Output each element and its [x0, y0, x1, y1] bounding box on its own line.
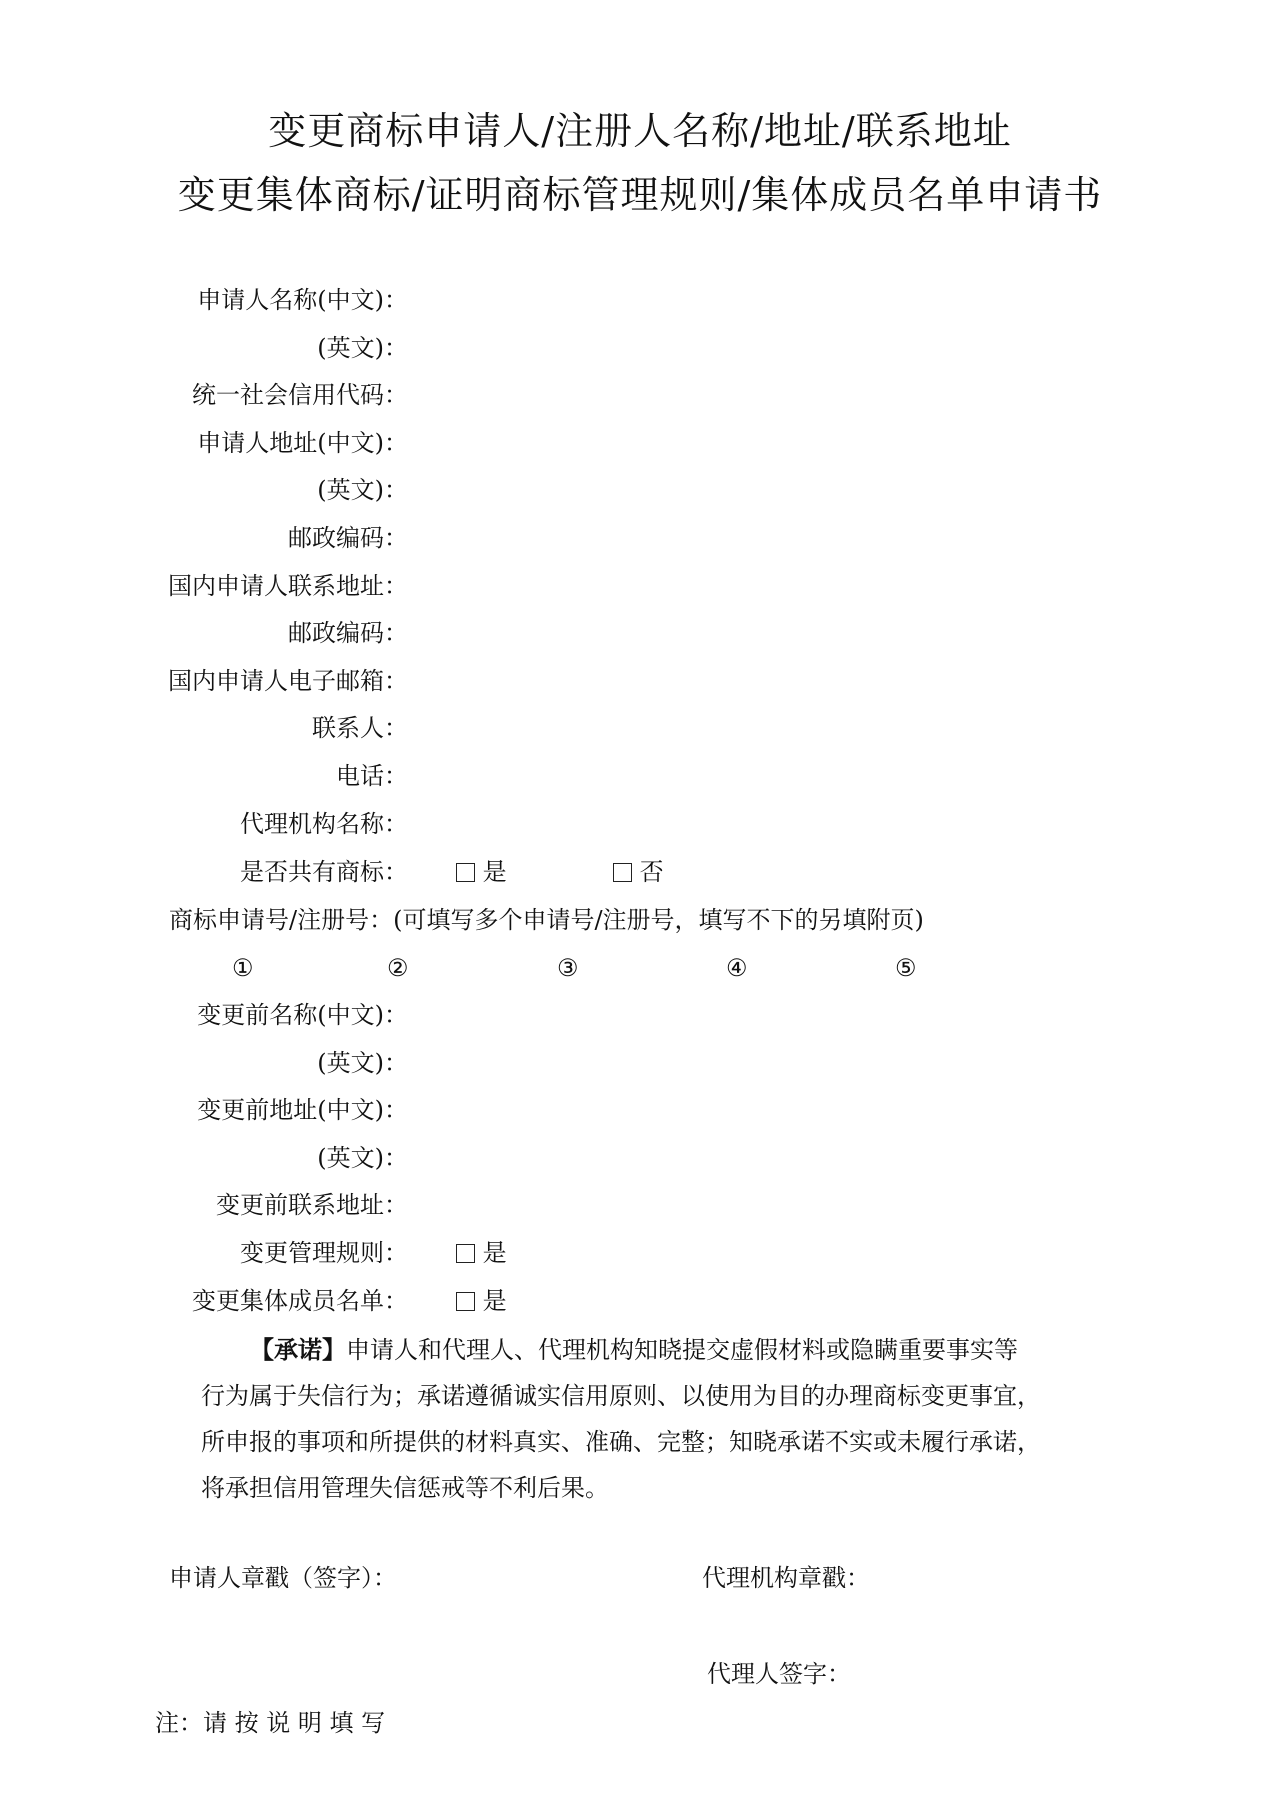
field-label: 变更前名称(中文)： [197, 1001, 408, 1029]
pledge-line-1 [250, 1330, 1018, 1370]
field-label: 联系人： [312, 714, 408, 743]
reg-number-3[interactable]: ③ [557, 954, 579, 982]
agent-signature-label: 代理人签字： [707, 1660, 851, 1688]
before-row [0, 1090, 408, 1130]
shared-no-option[interactable] [613, 852, 664, 892]
field-label: 变更前联系地址： [216, 1191, 408, 1220]
registration-number-label: 商标申请号/注册号：(可填写多个申请号/注册号，填写不下的另填附页) [169, 906, 924, 934]
fields-row [0, 756, 408, 796]
fields-row [0, 375, 408, 415]
before-row [0, 1138, 408, 1178]
shared-trademark-row [0, 852, 408, 892]
field-label: 电话： [336, 762, 408, 790]
fields-row [0, 280, 408, 320]
field-label: 代理机构名称： [240, 809, 408, 838]
field-label: (英文)： [317, 333, 408, 362]
form-title-line-2: 变更集体商标/证明商标管理规则/集体成员名单申请书 [177, 173, 1103, 217]
fields-row [0, 423, 408, 463]
reg-number-2[interactable]: ② [387, 954, 409, 982]
field-label: (英文)： [317, 476, 408, 505]
shared-yes-label: 是 [482, 858, 507, 886]
checkbox-change-members[interactable] [456, 1292, 475, 1311]
before-row [0, 1185, 408, 1225]
shared-trademark-label: 是否共有商标： [240, 858, 408, 886]
before-row [0, 1043, 408, 1083]
field-label: 变更前地址(中文)： [197, 1096, 408, 1125]
field-label: 国内申请人联系地址： [168, 571, 408, 600]
fields-row [0, 613, 408, 653]
pledge-heading: 【承诺】 [250, 1335, 346, 1364]
fields-row [0, 470, 408, 510]
pledge-line-4: 将承担信用管理失信惩戒等不利后果。 [201, 1474, 609, 1502]
form-title-line-1: 变更商标申请人/注册人名称/地址/联系地址 [268, 109, 1012, 153]
fields-row [0, 328, 408, 368]
change-members-yes-label: 是 [482, 1287, 507, 1315]
change-rules-option[interactable] [456, 1233, 507, 1273]
change-rules-label: 变更管理规则： [240, 1239, 408, 1267]
field-label: 统一社会信用代码： [192, 381, 408, 410]
field-label: 邮政编码： [288, 619, 408, 648]
change-members-row [0, 1281, 408, 1321]
shared-yes-option[interactable] [456, 852, 507, 892]
reg-number-4[interactable]: ④ [726, 954, 748, 982]
field-label: 申请人名称(中文)： [197, 286, 408, 314]
field-label: 邮政编码： [288, 524, 408, 552]
pledge-line-3: 所申报的事项和所提供的材料真实、准确、完整；知晓承诺不实或未履行承诺， [201, 1428, 1041, 1456]
change-rules-row [0, 1233, 408, 1273]
pledge-text: 申请人和代理人、代理机构知晓提交虚假材料或隐瞒重要事实等 [346, 1336, 1018, 1364]
change-members-option[interactable] [456, 1281, 507, 1321]
change-members-label: 变更集体成员名单： [192, 1287, 408, 1315]
fields-row [0, 661, 408, 701]
pledge-line-2: 行为属于失信行为；承诺遵循诚实信用原则、以使用为目的办理商标变更事宜， [201, 1382, 1041, 1410]
field-label: 申请人地址(中文)： [197, 428, 408, 457]
fields-row [0, 518, 408, 558]
agency-seal-label: 代理机构章戳： [702, 1564, 870, 1592]
fields-row [0, 804, 408, 844]
checkbox-shared-yes[interactable] [456, 863, 475, 882]
checkbox-shared-no[interactable] [613, 863, 632, 882]
reg-number-5[interactable]: ⑤ [895, 954, 917, 982]
checkbox-change-rules[interactable] [456, 1244, 475, 1263]
fill-instructions-note: 注：请 按 说 明 填 写 [155, 1709, 386, 1737]
change-rules-yes-label: 是 [482, 1239, 507, 1267]
field-label: (英文)： [317, 1048, 408, 1077]
field-label: 国内申请人电子邮箱： [168, 666, 408, 695]
field-label: (英文)： [317, 1143, 408, 1172]
before-row [0, 995, 408, 1035]
reg-number-1[interactable]: ① [232, 954, 254, 982]
shared-no-label: 否 [639, 858, 664, 886]
fields-row [0, 566, 408, 606]
applicant-seal-label: 申请人章戳（签字）： [169, 1564, 397, 1592]
fields-row [0, 708, 408, 748]
